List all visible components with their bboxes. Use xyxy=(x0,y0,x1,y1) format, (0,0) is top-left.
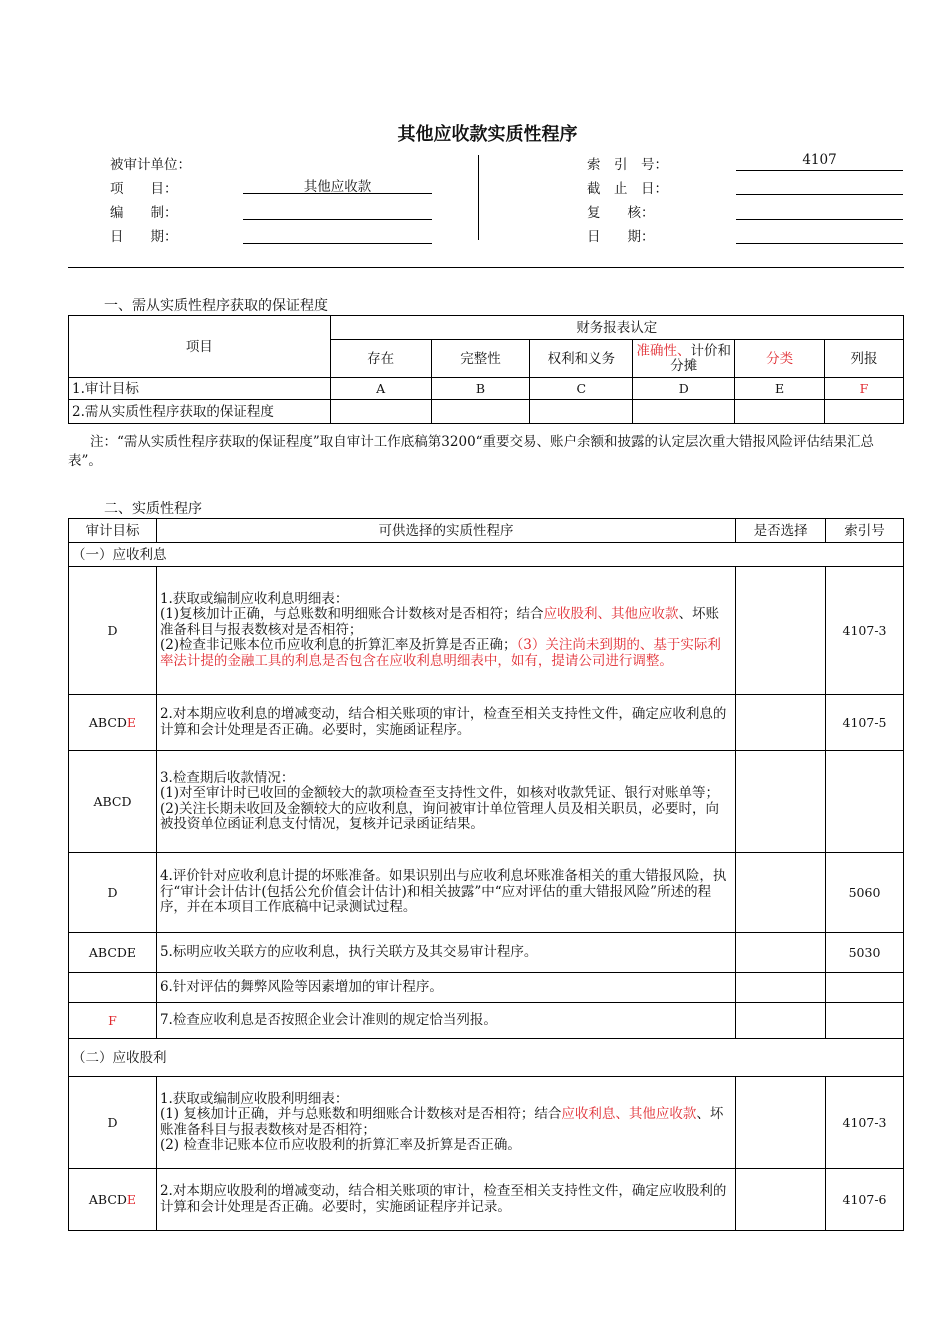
review-label: 复 核： xyxy=(587,205,655,221)
item-label: 项 目： xyxy=(110,181,178,197)
procedures-table xyxy=(68,518,904,1231)
col-group-header: 财务报表认定 xyxy=(330,316,903,340)
row-goal xyxy=(69,1169,157,1231)
table-row xyxy=(69,973,904,1003)
goal-text: ABCD xyxy=(88,1191,127,1207)
col-presentation: 列报 xyxy=(825,340,904,378)
index-cell[interactable] xyxy=(826,973,904,1003)
row-procedure: 2.对本期应收股利的增减变动，结合相关账项的审计，检查至相关支持性文件，确定应收股利的计算和会计处理是否正确。必要时，实施函证程序并记录。 xyxy=(156,1169,735,1231)
proc-text-red: 应收股利、其他应收款 xyxy=(543,606,679,623)
index-label: 索 引 号： xyxy=(587,157,668,173)
goal-text-red: E xyxy=(126,1191,137,1207)
row-assurance-label: 2.需从实质性程序获取的保证程度 xyxy=(69,400,331,424)
select-cell[interactable] xyxy=(736,973,826,1003)
table-row xyxy=(69,751,904,853)
row-procedure: 6.针对评估的舞弊风险等因素增加的审计程序。 xyxy=(156,973,735,1003)
assurance-cell[interactable] xyxy=(431,400,530,424)
select-cell[interactable] xyxy=(736,1077,826,1169)
proc-line xyxy=(160,1107,732,1138)
cutoff-label: 截 止 日： xyxy=(587,181,668,197)
table-row xyxy=(69,853,904,933)
proc-line xyxy=(160,607,732,638)
goal-e: E xyxy=(735,378,825,400)
goal-text-red: E xyxy=(126,714,137,730)
header-divider xyxy=(478,155,479,240)
page-title: 其他应收款实质性程序 xyxy=(397,124,578,145)
row-goal: F xyxy=(69,1003,157,1039)
col-classification: 分类 xyxy=(735,340,825,378)
assurance-table xyxy=(68,315,904,424)
select-cell[interactable] xyxy=(736,1003,826,1039)
row-goal: ABCDE xyxy=(69,933,157,973)
col-rights: 权利和义务 xyxy=(530,340,633,378)
select-cell[interactable] xyxy=(736,751,826,853)
col-sel-header: 是否选择 xyxy=(736,519,826,543)
row-procedure: 5.标明应收关联方的应收利息，执行关联方及其交易审计程序。 xyxy=(156,933,735,973)
select-cell[interactable] xyxy=(736,853,826,933)
table-row xyxy=(69,695,904,751)
table-row xyxy=(69,933,904,973)
row-goal: D xyxy=(69,1077,157,1169)
assurance-cell[interactable] xyxy=(735,400,825,424)
table-row xyxy=(69,1003,904,1039)
proc-text: (2)检查非记账本位币应收利息的折算汇率及折算是否正确； xyxy=(159,637,517,654)
cutoff-field[interactable] xyxy=(736,176,903,195)
col-completeness: 完整性 xyxy=(431,340,530,378)
index-cell[interactable] xyxy=(826,751,904,853)
row-goal: D xyxy=(69,853,157,933)
section1-note: 注：“需从实质性程序获取的保证程度”取自审计工作底稿第3200“重要交易、账户余额和披露的认定层次重大错报风险评估结果汇总表”。 xyxy=(68,434,875,469)
row-goal: D xyxy=(69,567,157,695)
review-field[interactable] xyxy=(736,201,903,220)
proc-text-red: 应收利息、其他应收款 xyxy=(561,1106,697,1122)
proc-line: 1.获取或编制应收股利明细表： xyxy=(159,1090,349,1107)
index-cell[interactable] xyxy=(826,1003,904,1039)
select-cell[interactable] xyxy=(736,567,826,695)
prepared-label: 编 制： xyxy=(110,205,178,221)
col-existence: 存在 xyxy=(330,340,431,378)
row-index: 4107-5 xyxy=(826,695,904,751)
date-field[interactable] xyxy=(243,225,432,244)
col-proc-header: 可供选择的实质性程序 xyxy=(156,519,735,543)
col-valuation: 计价和分摊 xyxy=(670,342,731,374)
proc-line: 1.获取或编制应收利息明细表： xyxy=(159,590,349,607)
select-cell[interactable] xyxy=(736,933,826,973)
proc-text: 、坏账准备科目与报表数核对是否相符； xyxy=(159,606,720,638)
section2-heading: 二、实质性程序 xyxy=(104,501,202,517)
row-procedure: 7.检查应收利息是否按照企业会计准则的规定恰当列报。 xyxy=(156,1003,735,1039)
date2-label: 日 期： xyxy=(587,229,655,245)
proc-line xyxy=(160,638,732,669)
assurance-cell[interactable] xyxy=(530,400,633,424)
goal-b: B xyxy=(431,378,530,400)
col-accuracy xyxy=(633,340,735,378)
assurance-cell[interactable] xyxy=(330,400,431,424)
row-procedure: 2.对本期应收利息的增减变动，结合相关账项的审计，检查至相关支持性文件，确定应收利息的计算和会计处理是否正确。必要时，实施函证程序。 xyxy=(156,695,735,751)
row-procedure xyxy=(156,567,735,695)
group-dividend: （二）应收股利 xyxy=(69,1039,904,1077)
goal-c: C xyxy=(530,378,633,400)
row-procedure: 4.评价针对应收利息计提的坏账准备。如果识别出与应收利息坏账准备相关的重大错报风险，执行“审计会计估计(包括公允价值会计估计)和相关披露”中“应对评估的重大错报风险”所述的程序，并在本项目工作底稿中记录测试过程。 xyxy=(156,853,735,933)
date-label: 日 期： xyxy=(110,229,178,245)
proc-text: (1)复核加计正确，与总账数和明细账合计数核对是否相符；结合 xyxy=(159,606,544,623)
select-cell[interactable] xyxy=(736,1169,826,1231)
section1-heading: 一、需从实质性程序获取的保证程度 xyxy=(104,298,328,314)
proc-line: 3.检查期后收款情况： xyxy=(159,769,295,786)
assurance-cell[interactable] xyxy=(633,400,735,424)
group-interest: （一）应收利息 xyxy=(69,543,904,567)
goal-a: A xyxy=(330,378,431,400)
col-accuracy-red: 准确性、 xyxy=(636,342,691,359)
proc-text-red: （3）关注尚未到期的、基于实际利率法计提的金融工具的利息是否包含在应收利息明细表中，如有，提请公司进行调整。 xyxy=(159,637,721,669)
proc-text: 、坏账准备科目与报表数核对是否相符； xyxy=(159,1106,724,1138)
row-goal xyxy=(69,973,157,1003)
row-goal: ABCD xyxy=(69,751,157,853)
header-rule xyxy=(68,267,904,268)
goal-text: ABCD xyxy=(88,714,127,730)
assurance-cell[interactable] xyxy=(825,400,904,424)
col-item-header: 项目 xyxy=(69,316,331,378)
goal-f: F xyxy=(825,378,904,400)
proc-text: (1) 复核加计正确，并与总账数和明细账合计数核对是否相符；结合 xyxy=(159,1106,562,1122)
row-procedure xyxy=(156,1077,735,1169)
row-procedure xyxy=(156,751,735,853)
row-index: 5030 xyxy=(826,933,904,973)
table-row xyxy=(69,1169,904,1231)
row-goal xyxy=(69,695,157,751)
col-goal-header: 审计目标 xyxy=(69,519,157,543)
row-index: 4107-6 xyxy=(826,1169,904,1231)
date2-field[interactable] xyxy=(736,225,903,244)
select-cell[interactable] xyxy=(736,695,826,751)
goal-d: D xyxy=(633,378,735,400)
row-index: 5060 xyxy=(826,853,904,933)
row-audit-goal-label: 1.审计目标 xyxy=(69,378,331,400)
row-index: 4107-3 xyxy=(826,567,904,695)
table-row xyxy=(69,567,904,695)
row-index: 4107-3 xyxy=(826,1077,904,1169)
prepared-field[interactable] xyxy=(243,201,432,220)
proc-line: (1)对至审计时已收回的金额较大的款项检查至支持性文件，如核对收款凭证、银行对账单等； xyxy=(159,785,720,801)
proc-line: (2) 检查非记账本位币应收股利的折算汇率及折算是否正确。 xyxy=(159,1137,521,1153)
index-field[interactable]: 4107 xyxy=(736,152,903,171)
item-field[interactable]: 其他应收款 xyxy=(243,175,432,194)
proc-line: (2)关注长期未收回及金额较大的应收利息，询问被审计单位管理人员及相关职员，必要时，向被投资单位函证利息支付情况，复核并记录函证结果。 xyxy=(159,800,720,832)
table-row xyxy=(69,1077,904,1169)
audited-unit-label: 被审计单位： xyxy=(110,157,191,173)
col-idx-header: 索引号 xyxy=(826,519,904,543)
